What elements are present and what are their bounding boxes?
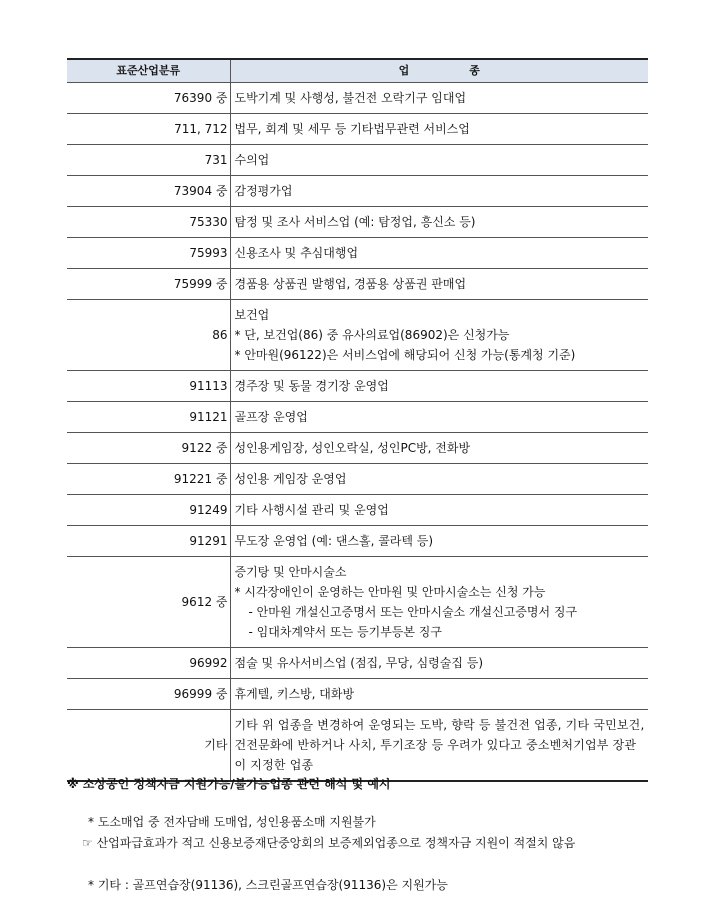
header-industry bbox=[230, 59, 648, 83]
description-line: 기타 사행시설 관리 및 운영업 bbox=[234, 503, 389, 517]
description-line: 도박기계 및 사행성, 불건전 오락기구 임대업 bbox=[234, 91, 467, 105]
table-row bbox=[67, 557, 648, 648]
table-row bbox=[67, 238, 648, 269]
description-line: 점술 및 유사서비스업 (점집, 무당, 심령술집 등) bbox=[234, 656, 484, 670]
table-row bbox=[67, 145, 648, 176]
description-subline: - 임대차계약서 또는 등기부등본 징구 bbox=[248, 625, 442, 639]
description-line: 수의업 bbox=[234, 153, 270, 167]
notes-title: ※ 소상공인 정책자금 지원가능/불가능업종 관련 해석 및 예시 bbox=[67, 777, 391, 791]
description-line: 경품용 상품권 발행업, 경품용 상품권 판매업 bbox=[234, 277, 467, 291]
description-line: 휴게텔, 키스방, 대화방 bbox=[234, 687, 355, 701]
row-description bbox=[230, 679, 648, 710]
row-description bbox=[230, 176, 648, 207]
row-description bbox=[230, 207, 648, 238]
table-row bbox=[67, 402, 648, 433]
row-code: 96992 bbox=[67, 648, 230, 679]
row-code: 91221 중 bbox=[67, 464, 230, 495]
header-industry-part-a: 업 bbox=[398, 64, 410, 77]
row-code: 91113 bbox=[67, 371, 230, 402]
row-description bbox=[230, 495, 648, 526]
row-code: 96999 중 bbox=[67, 679, 230, 710]
description-line: 신용조사 및 추심대행업 bbox=[234, 246, 359, 260]
row-code: 731 bbox=[67, 145, 230, 176]
description-line: 법무, 회계 및 세무 등 기타법무관련 서비스업 bbox=[234, 122, 470, 136]
row-code: 91249 bbox=[67, 495, 230, 526]
row-description bbox=[230, 300, 648, 371]
row-code: 기타 bbox=[67, 710, 230, 782]
row-code: 9612 중 bbox=[67, 557, 230, 648]
description-line: 성인용 게임장 운영업 bbox=[234, 472, 347, 486]
row-code: 711, 712 bbox=[67, 114, 230, 145]
table-header-row bbox=[67, 59, 648, 83]
excluded-industries-table bbox=[67, 58, 648, 782]
table-row bbox=[67, 648, 648, 679]
row-description bbox=[230, 114, 648, 145]
description-line: 성인용게임장, 성인오락실, 성인PC방, 전화방 bbox=[234, 441, 471, 455]
table-row bbox=[67, 300, 648, 371]
row-description bbox=[230, 269, 648, 300]
row-code: 75993 bbox=[67, 238, 230, 269]
header-code: 표준산업분류 bbox=[67, 59, 230, 83]
note-item: ☞ 산업파급효과가 적고 신용보증재단중앙회의 보증제외업종으로 정책자금 지원이 적절치 않음 bbox=[82, 836, 576, 850]
description-line: 감정평가업 bbox=[234, 184, 293, 198]
description-line: 증기탕 및 안마시술소 bbox=[234, 565, 347, 579]
table-row bbox=[67, 495, 648, 526]
table-row bbox=[67, 526, 648, 557]
description-line: 골프장 운영업 bbox=[234, 410, 308, 424]
row-description bbox=[230, 557, 648, 648]
table-row bbox=[67, 207, 648, 238]
description-line: * 단, 보건업(86) 중 유사의료업(86902)은 신청가능 bbox=[234, 328, 510, 342]
row-code: 76390 중 bbox=[67, 83, 230, 114]
note-item: * 기타 : 골프연습장(91136), 스크린골프연습장(91136)은 지원가능 bbox=[88, 878, 448, 892]
row-description bbox=[230, 464, 648, 495]
row-description bbox=[230, 526, 648, 557]
row-description bbox=[230, 371, 648, 402]
description-line: * 시각장애인이 운영하는 안마원 및 안마시술소는 신청 가능 bbox=[234, 585, 546, 599]
table-row bbox=[67, 114, 648, 145]
row-description bbox=[230, 83, 648, 114]
description-line: 경주장 및 동물 경기장 운영업 bbox=[234, 379, 389, 393]
table-row bbox=[67, 269, 648, 300]
description-line: 무도장 운영업 (예: 댄스홀, 콜라텍 등) bbox=[234, 534, 434, 548]
row-description bbox=[230, 238, 648, 269]
table-row bbox=[67, 433, 648, 464]
description-subline: - 안마원 개설신고증명서 또는 안마시술소 개설신고증명서 징구 bbox=[248, 605, 578, 619]
description-line: 보건업 bbox=[234, 308, 270, 322]
row-code: 75999 중 bbox=[67, 269, 230, 300]
table-row bbox=[67, 710, 648, 782]
row-code: 73904 중 bbox=[67, 176, 230, 207]
table-row bbox=[67, 464, 648, 495]
table-row bbox=[67, 679, 648, 710]
header-industry-part-b: 종 bbox=[469, 64, 480, 77]
row-description bbox=[230, 433, 648, 464]
row-code: 91121 bbox=[67, 402, 230, 433]
row-code: 9122 중 bbox=[67, 433, 230, 464]
table-row bbox=[67, 83, 648, 114]
row-description bbox=[230, 648, 648, 679]
table-row bbox=[67, 176, 648, 207]
description-line: * 안마원(96122)은 서비스업에 해당되어 신청 가능(통계청 기준) bbox=[234, 348, 576, 362]
row-code: 91291 bbox=[67, 526, 230, 557]
note-item: * 도소매업 중 전자담배 도매업, 성인용품소매 지원불가 bbox=[88, 815, 376, 829]
description-line: 탐정 및 조사 서비스업 (예: 탐정업, 흥신소 등) bbox=[234, 215, 476, 229]
description-paragraph: 기타 위 업종을 변경하여 운영되는 도박, 향락 등 불건전 업종, 기타 국민보건, 건전문화에 반하거나 사치, 투기조장 등 우려가 있다고 중소벤처기업부 장관이 지정한 업종 bbox=[234, 718, 645, 772]
table-row bbox=[67, 371, 648, 402]
row-description bbox=[230, 402, 648, 433]
row-description bbox=[230, 145, 648, 176]
row-code: 75330 bbox=[67, 207, 230, 238]
row-description bbox=[230, 710, 648, 782]
row-code: 86 bbox=[67, 300, 230, 371]
